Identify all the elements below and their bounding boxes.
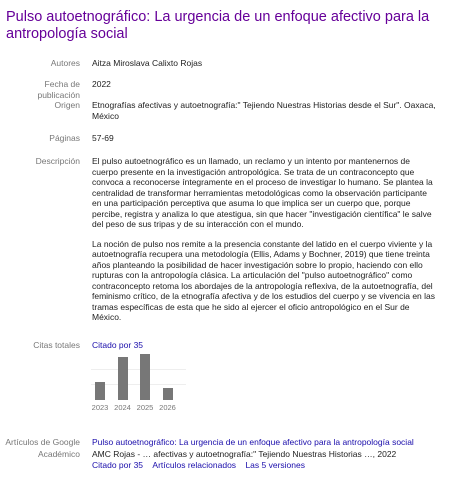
description-paragraph-1: El pulso autoetnográfico es un llamado, un reclamo y un intento por mantenernos de cuerpo presente en la investigación antropológica. Se trata de un contraconcepto que convoca a reconocerse íntegramente en el proceso de investigar lo humano. Se plantea la centralidad de transformar herramientas metodológicas como la observación participante en una participación perceptiva que asuma lo que implica ser un cuerpo que, porque percibe, registra y analiza lo que atestigua, sin que hacer "investigación científica" le salve del peso de sus tripas y de su interacción con el mundo.: [92, 156, 433, 229]
description-label: Descripción: [35, 156, 80, 166]
authors-label: Autores: [50, 58, 80, 68]
year-tick-label: 2023: [91, 403, 109, 412]
date-label: Fecha de publicación: [37, 79, 80, 100]
citation-bar-2023[interactable]: [95, 382, 105, 400]
year-tick-label: 2026: [159, 403, 176, 412]
related-articles-link[interactable]: Artículos relacionados: [152, 460, 237, 470]
all-versions-link[interactable]: Las 5 versiones: [245, 460, 305, 470]
scholar-citation-line: AMC Rojas - … afectivas y autoetnografía:" Tejiendo Nuestras Historias …, 2022: [92, 448, 397, 459]
citation-bar-2024[interactable]: [118, 357, 128, 400]
scholar-cited-by-link[interactable]: Citado por 35: [92, 460, 144, 470]
scholar-block: [92, 437, 438, 472]
chart-gridline: [91, 384, 186, 385]
description-paragraph-2: La noción de pulso nos remite a la presencia constante del latido en el cuerpo viviente y la autoetnografía recupera una metodología (Ellis, Adams y Bochner, 2019) que tiene treinta años planteando la posibilidad de hacer investigación sobre lo propio, haciendo con ello rupturas con la antropología clásica. La articulación del "pulso autoetnográfico" como contraconcepto retoma los abordajes de la antropología reflexiva, de la autoetnografía, del feminismo crítico, de la etnografía afectiva y de los estudios del cuerpo y se vivencia en las tramas específicas de esta que he sido al ejercer el oficio antropológico en el Sur de México.: [92, 238, 436, 322]
citations-link[interactable]: [92, 340, 438, 351]
citation-bar-2025[interactable]: [140, 354, 150, 400]
year-tick-label: 2024: [114, 403, 131, 412]
article-title[interactable]: Pulso autoetnográfico: La urgencia de un enfoque afectivo para la antropología social: [6, 9, 430, 42]
origin-label: Origen: [54, 100, 80, 110]
date-value: 2022: [92, 79, 111, 89]
scholar-links: [92, 460, 438, 472]
description: [92, 156, 438, 323]
citations-chart: [91, 352, 186, 412]
pages-value: 57-69: [92, 133, 114, 143]
origin-value: Etnografías afectivas y autoetnografía:" Tejiendo Nuestras Historias desde el Sur". Oaxaca, México: [92, 100, 436, 121]
citations-label: Citas totales: [33, 340, 80, 350]
pages-label: Páginas: [49, 133, 80, 143]
citation-bar-2026[interactable]: [163, 388, 173, 400]
authors-value: Aitza Miroslava Calixto Rojas: [92, 58, 203, 68]
scholar-label: Artículos de Google Académico: [5, 437, 80, 459]
cited-by-link[interactable]: Citado por 35: [92, 340, 144, 350]
scholar-title-link[interactable]: Pulso autoetnográfico: La urgencia de un enfoque afectivo para la antropología social: [92, 437, 414, 447]
year-tick-label: 2025: [136, 403, 154, 412]
chart-gridline: [91, 369, 186, 370]
